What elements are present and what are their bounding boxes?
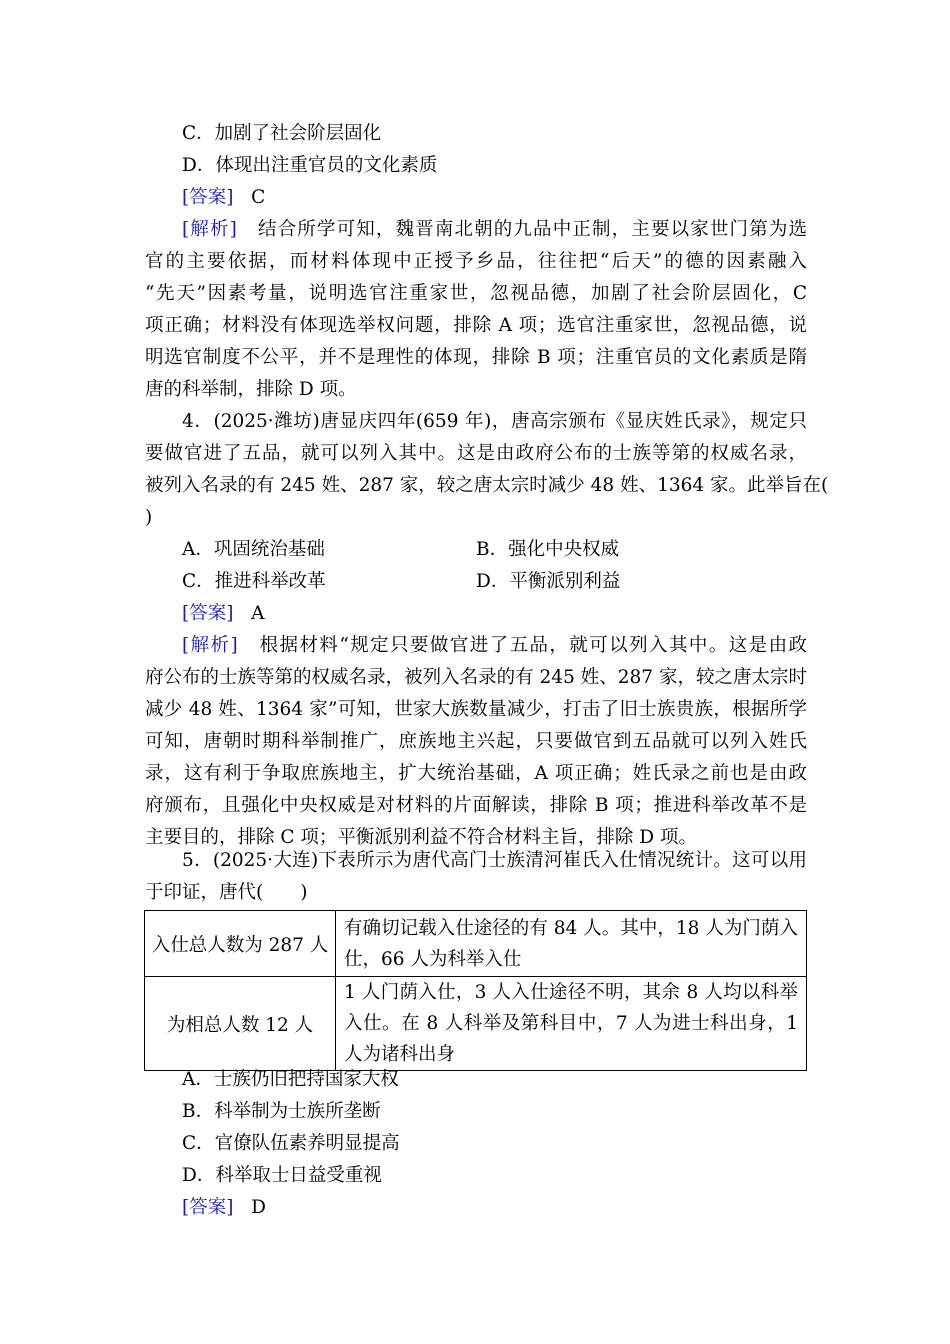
table-row xyxy=(145,977,807,1071)
q5-stem-line: 于印证，唐代( ) xyxy=(145,882,308,903)
cell-line: 入仕。在 8 人科举及第科目中，7 人为进士科出身，1 xyxy=(344,1013,798,1034)
answer-tag: [答案] xyxy=(182,603,234,624)
q4-analysis-line: 录，这有利于争取庶族地主，扩大统治基础，A 项正确；姓氏录之前也是由政 xyxy=(145,763,807,784)
q5-answer xyxy=(182,1192,844,1224)
answer-value: C xyxy=(251,187,266,208)
q4-stem-line: 4．(2025·潍坊)唐显庆四年(659 年)，唐高宗颁布《显庆姓氏录》，规定只 xyxy=(182,411,807,432)
cell-line: 仕，66 人为科举入仕 xyxy=(344,948,522,970)
row-label: 为相总人数 12 人 xyxy=(145,977,336,1071)
q4-option-b: B．强化中央权威 xyxy=(476,539,620,560)
answer-tag: [答案] xyxy=(182,187,234,208)
q4-option-a: A．巩固统治基础 xyxy=(182,539,325,560)
q4-stem-line: 被列入名录的有 245 姓、287 家，较之唐太宗时减少 48 姓、1364 家。此举旨在( xyxy=(145,475,829,496)
answer-value: A xyxy=(251,603,265,624)
q5-data-table xyxy=(144,910,807,1071)
answer-value: D xyxy=(251,1197,266,1218)
q4-analysis-line: 府公布的士族等第的权威名录，被列入名录的有 245 姓、287 家，较之唐太宗时 xyxy=(145,667,807,688)
q4-analysis-line: 府颁布，且强化中央权威是对材料的片面解读，排除 B 项；推进科举改革不是 xyxy=(145,795,807,816)
q5-stem-line: 5．(2025·大连)下表所示为唐代高门士族清河崔氏入仕情况统计。这可以用 xyxy=(182,850,807,871)
answer-tag: [答案] xyxy=(182,1197,234,1218)
q4-stem-line: 要做官进了五品，就可以列入其中。这是由政府公布的士族等第的权威名录， xyxy=(145,443,807,464)
row-label: 入仕总人数为 287 人 xyxy=(145,911,336,977)
q4-analysis-line: 可知，唐朝时期科举制推广，庶族地主兴起，只要做官到五品就可以列入姓氏 xyxy=(145,731,807,752)
cell-line: 有确切记载入仕途径的有 84 人。其中，18 人为门荫入 xyxy=(344,917,798,939)
cell-line: 人为诸科出身 xyxy=(344,1044,456,1065)
q5-option-a: A．士族仍旧把持国家大权 xyxy=(182,1069,399,1090)
q5-option-b: B．科举制为士族所垄断 xyxy=(182,1101,381,1122)
q3-analysis-line: 项正确；材料没有体现选举权问题，排除 A 项；选官注重家世，忽视品德，说 xyxy=(145,315,807,336)
q3-analysis-line: “先天”因素考量，说明选官注重家世，忽视品德，加剧了社会阶层固化，C xyxy=(145,283,807,304)
cell-line: 1 人门荫入仕，3 人入仕途径不明，其余 8 人均以科举 xyxy=(344,982,798,1003)
q5-option-c: C．官僚队伍素养明显提高 xyxy=(182,1133,400,1154)
table-row xyxy=(145,911,807,977)
q3-analysis-line: 明选官制度不公平，并不是理性的体现，排除 B 项；注重官员的文化素质是隋 xyxy=(145,347,807,368)
q3-analysis-line: 官的主要依据，而材料体现中正授予乡品，往往把“后天”的德的因素融入 xyxy=(145,251,807,272)
q3-analysis-line: 唐的科举制，排除 D 项。 xyxy=(145,379,357,400)
q4-analysis-line xyxy=(182,630,807,662)
analysis-text: 结合所学可知，魏晋南北朝的九品中正制，主要以家世门第为选 xyxy=(257,219,807,240)
analysis-tag: [解析] xyxy=(182,635,238,656)
analysis-tag: [解析] xyxy=(182,219,237,240)
row-content xyxy=(336,977,807,1071)
q4-stem-line: ) xyxy=(145,507,153,528)
q4-option-d: D．平衡派别利益 xyxy=(476,571,621,592)
analysis-text: 根据材料“规定只要做官进了五品，就可以列入其中。这是由政 xyxy=(259,635,807,656)
q3-analysis-line xyxy=(182,214,807,246)
q3-answer xyxy=(182,182,844,214)
q5-option-d: D．科举取士日益受重视 xyxy=(182,1165,382,1186)
q4-option-c: C．推进科举改革 xyxy=(182,571,326,592)
q4-analysis-line: 减少 48 姓、1364 家”可知，世家大族数量减少，打击了旧士族贵族，根据所学 xyxy=(145,699,807,720)
q4-answer xyxy=(182,598,844,630)
row-content xyxy=(336,911,807,977)
q3-option-c: C．加剧了社会阶层固化 xyxy=(182,123,382,144)
q4-analysis-line: 主要目的，排除 C 项；平衡派别利益不符合材料主旨，排除 D 项。 xyxy=(145,827,698,848)
q3-option-d: D．体现出注重官员的文化素质 xyxy=(182,155,438,176)
